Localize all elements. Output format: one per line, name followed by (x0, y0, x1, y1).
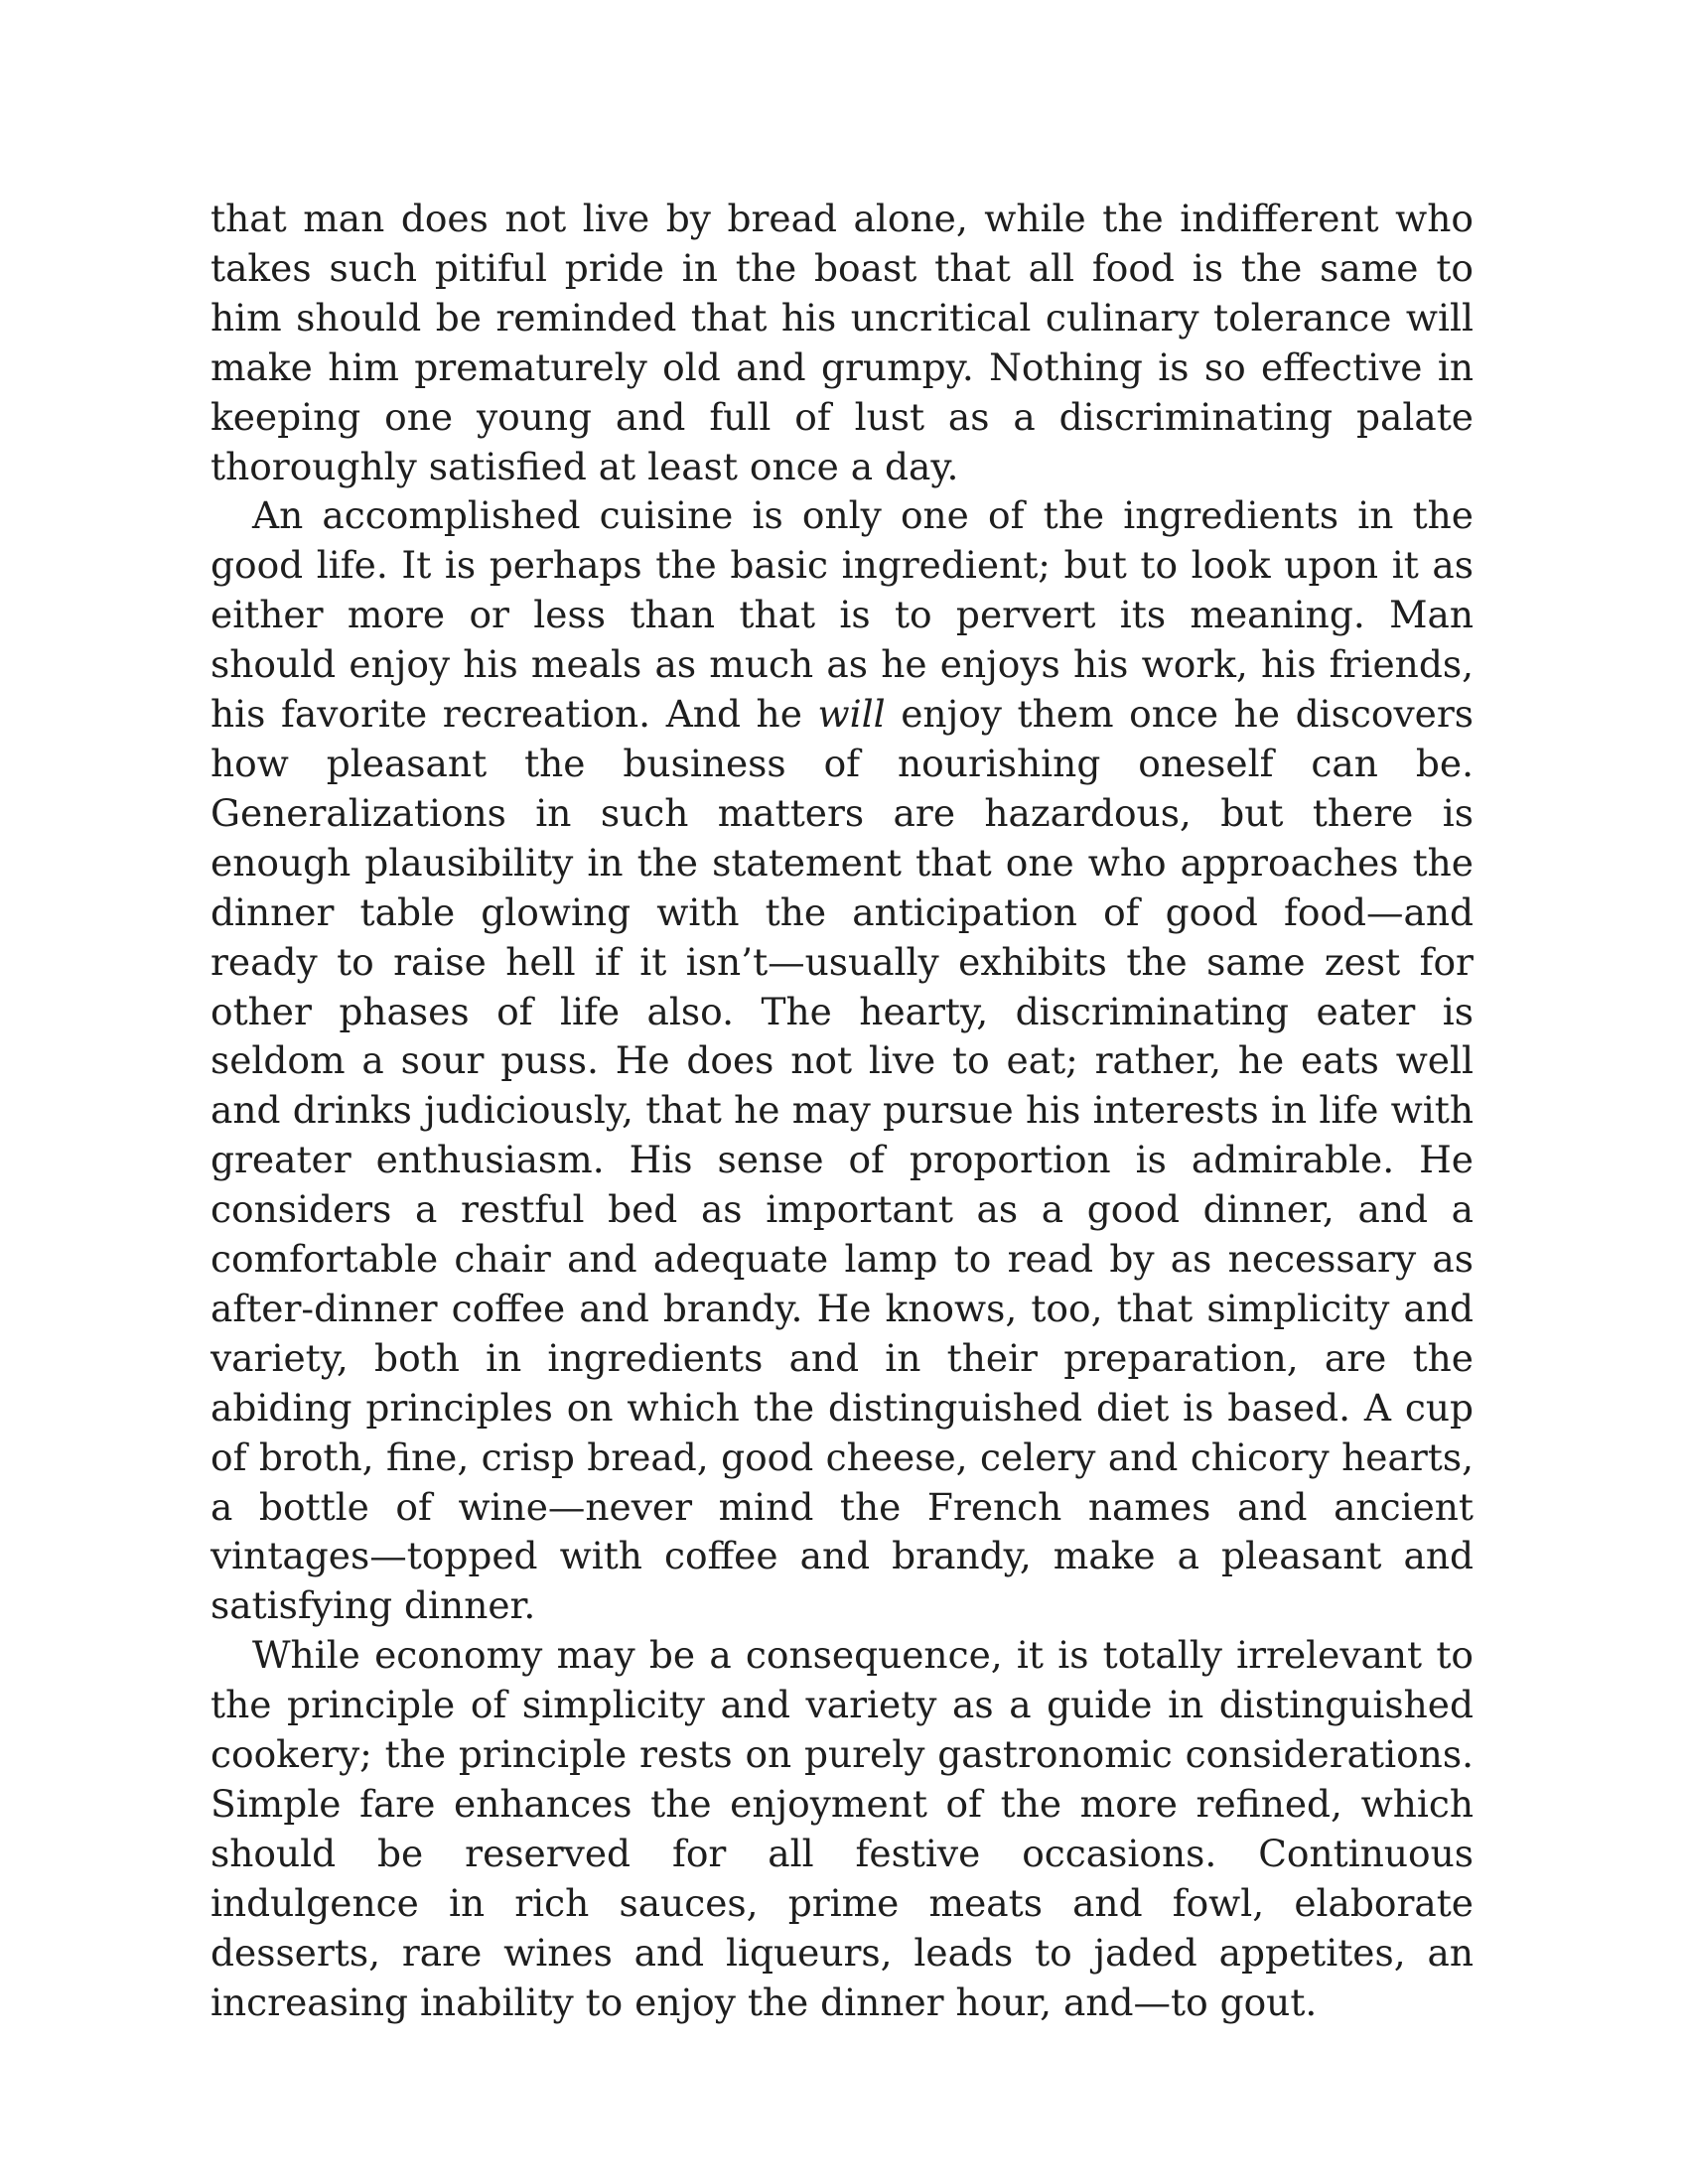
paragraph-continued: that man does not live by bread alone, while the indifferent who takes such pitiful pride in the boast that all food is the same to him should be reminded that his uncritical culinary tolerance will make him prematurely old and grumpy. Nothing is so effective in keeping one young and full of lust as a discriminating palate thoroughly satisfied at least once a day. (211, 197, 1474, 488)
paragraph-text: An accomplished cuisine is only one of the ingredients in the good life. It is perhaps the basic ingredient; but to look upon it as either more or less than that is to pervert its meaning. Man should enjoy his meals as much as he enjoys his work, his friends, his favorite recreation. And he (211, 493, 1474, 737)
paragraph-text: enjoy them once he discovers how pleasant the business of nourishing oneself can be. Generalizations in such matters are hazardous, but there is enough plausibility in the statement that one who approaches the dinner table glowing with the anticipation of good food—and ready to raise hell if it isn’t—usually exhibits the same zest for other phases of life also. The hearty, discriminating eater is seldom a sour puss. He does not live to eat; rather, he eats well and drinks judiciously, that he may pursue his interests in life with greater enthusiasm. His sense of proportion is admirable. He considers a restful bed as important as a good dinner, and a comfortable chair and adequate lamp to read by as necessary as after-dinner coffee and brandy. He knows, too, that simplicity and variety, both in ingredients and in their preparation, are the abiding principles on which the distinguished diet is based. A cup of broth, fine, crisp bread, good cheese, celery and chicory hearts, a bottle of wine—never mind the French names and ancient vintages—topped with coffee and brandy, make a pleasant and satisfying dinner. (211, 692, 1474, 1628)
paragraph-cuisine (211, 491, 1474, 1631)
emphasized-word: will (817, 692, 886, 737)
page-body (211, 195, 1474, 2028)
paragraph-economy: While economy may be a consequence, it is totally irrelevant to the principle of simplicity and variety as a guide in distinguished cookery; the principle rests on purely gastronomic considerations. Simple fare enhances the enjoyment of the more refined, which should be reserved for all festive occasions. Continuous indulgence in rich sauces, prime meats and fowl, elaborate desserts, rare wines and liqueurs, leads to jaded appetites, an increasing inability to enjoy the dinner hour, and—to gout. (211, 1633, 1474, 2024)
